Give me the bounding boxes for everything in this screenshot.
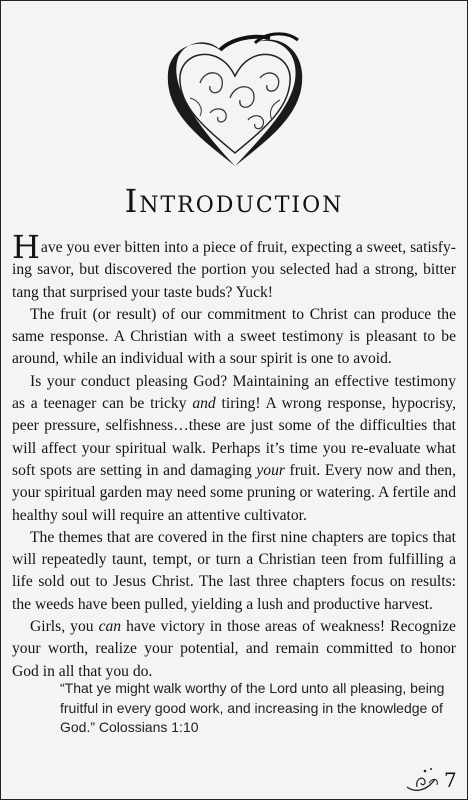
drop-cap: H: [12, 228, 40, 266]
paragraph-1: [12, 228, 456, 304]
paragraph-4: The themes that are covered in the first nine chapters are topics that will repeatedly taunt, tempt, or turn a Christian teen from fulfilling a life sold out to Jesus Christ. The last three chapters focus on results: the weeds have been pulled, yielding a lush and productive harvest.: [12, 528, 456, 613]
page-title: Introduction: [124, 182, 344, 220]
quote-text: “That ye might walk worthy of the Lord unto all pleasing, being fruitful in every good work, and increasing in the knowledge of God.”: [60, 680, 445, 735]
paragraph-1-text: ave you ever bitten into a piece of fruit, expecting a sweet, satisfying savor, but discovered the portion you selected had a strong, bitter tang that surprised your taste buds? Yuck!: [12, 239, 456, 301]
paragraph-2: The fruit (or result) of our commitment to Christ can produce the same response. A Christian with a sweet testimony is pleasant to be around, while an individual with a sour spirit is one to avoid.: [12, 305, 456, 368]
paragraph-3-text-a: Is your conduct pleasing God? Maintaining an effective testimony as a teenager can be tricky: [12, 372, 456, 413]
body-text: [12, 228, 457, 683]
paragraph-5-text-b: have victory in those areas of weakness! Recognize your worth, realize your potential, and remain committed to honor God in all that you do.: [12, 618, 456, 680]
vine-ornament-icon: [405, 765, 445, 795]
paragraph-3-text-b: tiring! A wrong response, hypocrisy, peer pressure, selfishness…these are just some of the difficulties that will affect your spiritual walk. Perhaps it’s time you re-evaluate what soft spots are setting in and damaging: [12, 395, 456, 479]
paragraph-5-emphasis: can: [98, 618, 122, 636]
heart-ornament-icon: [160, 28, 310, 168]
quote-reference: Colossians 1:10: [98, 719, 199, 735]
scripture-quote: [60, 679, 450, 738]
paragraph-5: [12, 616, 456, 683]
paragraph-3-emphasis-1: and: [192, 395, 216, 413]
paragraph-3: [12, 371, 456, 527]
page-number: 7: [444, 768, 457, 792]
paragraph-3-emphasis-2: your: [256, 461, 285, 479]
paragraph-3-text-c: fruit. Every now and then, your spiritual garden may need some pruning or watering. A fertile and healthy soul will require an attentive cultivator.: [12, 461, 457, 524]
paragraph-5-text-a: Girls, you: [30, 618, 99, 636]
